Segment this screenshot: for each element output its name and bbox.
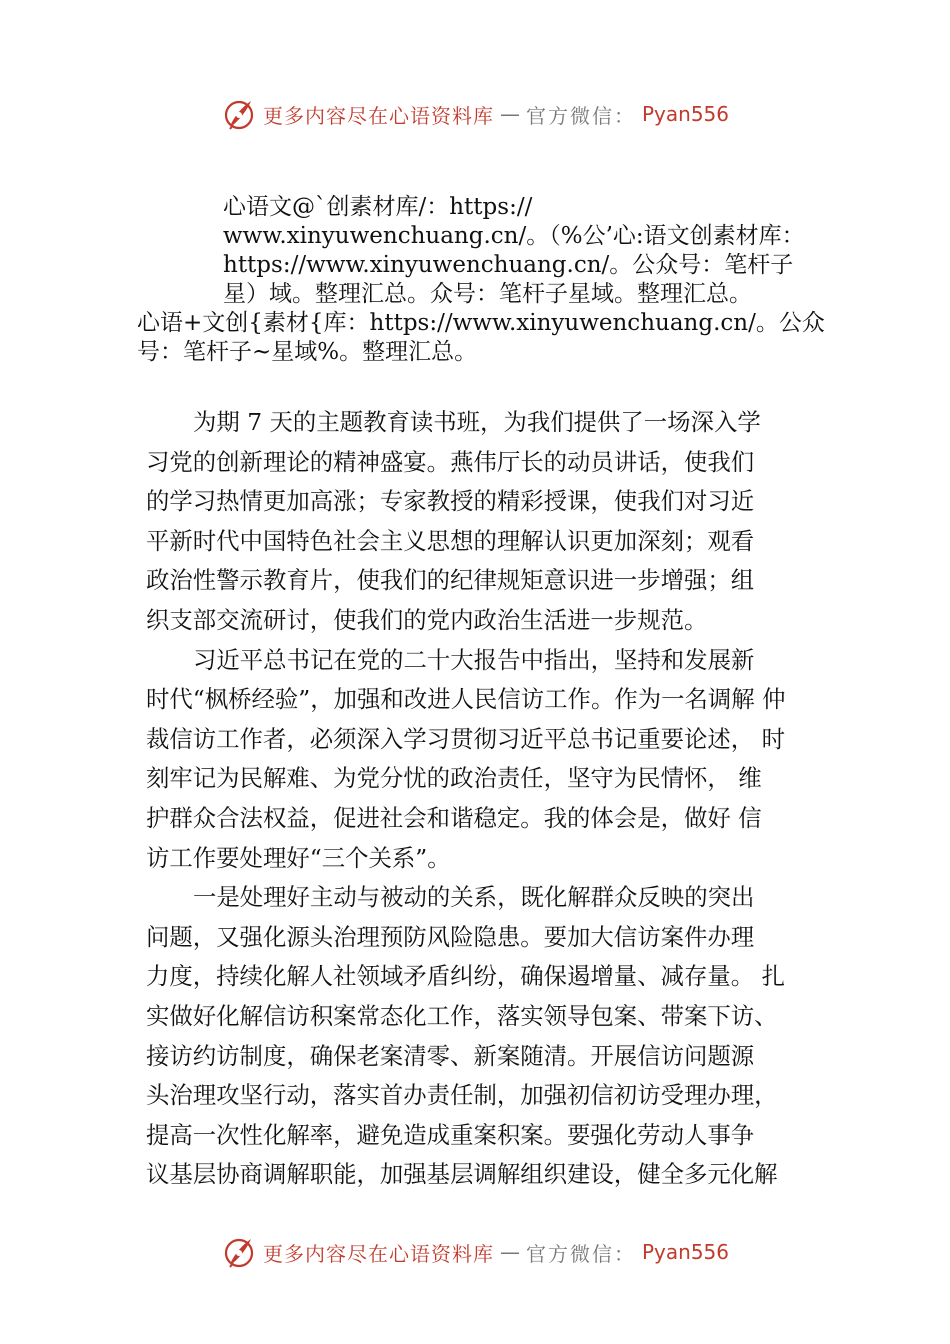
header-line: 星）域。整理汇总。众号：笔杆子星域。整理汇总。 (223, 281, 752, 307)
header-line: www.xinyuwenchuang.cn/。（%公’心:语文创素材库： (223, 223, 805, 249)
body-line: 护群众合法权益，促进社会和谐稳定。我的体会是，做好 信 (146, 803, 762, 832)
banner-dash: — (499, 1240, 520, 1264)
body-line: 时代“枫桥经验”，加强和改进人民信访工作。作为一名调解 仲 (146, 685, 786, 714)
body-line: 习党的创新理论的精神盛宴。燕伟厅长的动员讲话，使我们 (146, 447, 755, 476)
body-line: 裁信访工作者，必须深入学习贯彻习近平总书记重要论述， 时 (146, 724, 785, 753)
body-line: 一是处理好主动与被动的关系，既化解群众反映的突出 (193, 883, 755, 912)
body-line: 织支部交流研讨，使我们的党内政治生活进一步规范。 (146, 605, 708, 634)
body-line: 头治理攻坚行动，落实首办责任制，加强初信初访受理办理， (146, 1081, 778, 1110)
banner-wechat-id: Pyan556 (641, 102, 729, 126)
body-line: 议基层协商调解职能，加强基层调解组织建设，健全多元化解 (146, 1160, 778, 1189)
body-line: 实做好化解信访积案常态化工作，落实领导包案、带案下访、 (146, 1001, 778, 1030)
body-line: 提高一次性化解率，避免造成重案积案。要强化劳动人事争 (146, 1120, 755, 1149)
banner-brand-text: 更多内容尽在心语资料库 (262, 103, 494, 128)
body-line: 力度，持续化解人社领域矛盾纠纷，确保遏增量、减存量。 扎 (146, 962, 785, 991)
document-body (146, 403, 826, 1195)
body-line: 问题，又强化源头治理预防风险隐患。要加大信访案件办理 (146, 922, 755, 951)
banner-wechat-label: 官方微信： (525, 1241, 636, 1266)
header-line: 心语+文创{素材{库：https://www.xinyuwenchuang.cn/。公众 (137, 310, 825, 336)
bottom-banner (0, 1232, 950, 1272)
header-source-notice (137, 193, 857, 367)
body-line: 习近平总书记在党的二十大报告中指出，坚持和发展新 (193, 645, 755, 674)
header-line: https://www.xinyuwenchuang.cn/。公众号：笔杆子 (223, 252, 794, 278)
body-line: 政治性警示教育片，使我们的纪律规矩意识进一步增强；组 (146, 566, 755, 595)
header-line: 心语文@`创素材库/：https:// (223, 194, 533, 220)
header-line: 号：笔杆子~星域%。整理汇总。 (137, 339, 478, 365)
quill-pen-logo-icon (221, 1234, 257, 1270)
quill-pen-logo-icon (221, 96, 257, 132)
body-line: 的学习热情更加高涨；专家教授的精彩授课，使我们对习近 (146, 487, 755, 516)
body-line: 为期 7 天的主题教育读书班，为我们提供了一场深入学 (193, 408, 761, 436)
body-line: 访工作要处理好“三个关系”。 (146, 843, 451, 872)
banner-brand-text: 更多内容尽在心语资料库 (262, 1241, 494, 1266)
banner-wechat-id: Pyan556 (641, 1240, 729, 1264)
body-line: 刻牢记为民解难、为党分忧的政治责任，坚守为民情怀， 维 (146, 764, 762, 793)
banner-dash: — (499, 102, 520, 126)
body-line: 平新时代中国特色社会主义思想的理解认识更加深刻；观看 (146, 526, 755, 555)
body-line: 接访约访制度，确保老案清零、新案随清。开展信访问题源 (146, 1041, 755, 1070)
banner-wechat-label: 官方微信： (525, 103, 636, 128)
top-banner (0, 94, 950, 134)
